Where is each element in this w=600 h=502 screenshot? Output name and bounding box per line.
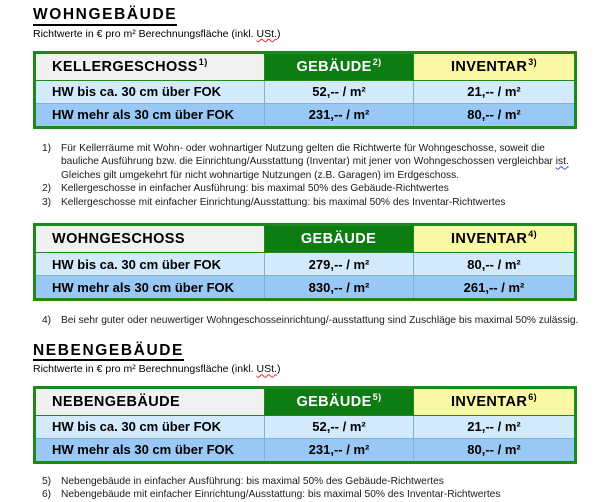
- table-row: [35, 415, 576, 438]
- footnote-block-wohngeschoss: [0, 314, 600, 327]
- cell-gebaeude-value: 52,-- / m²: [265, 415, 414, 438]
- column-header-inventar: [414, 387, 576, 415]
- column-header-label-text: KELLERGESCHOSS: [52, 58, 198, 75]
- footnote-ref-4: 4): [528, 229, 538, 240]
- footnote-ref-6: 6): [528, 391, 538, 402]
- row-label: HW mehr als 30 cm über FOK: [35, 276, 265, 300]
- list-item: [33, 182, 582, 195]
- spacer: [0, 377, 600, 386]
- row-label: HW bis ca. 30 cm über FOK: [35, 80, 265, 103]
- section-heading-wohngebaeude: [0, 6, 600, 41]
- column-header-inventar: [414, 225, 576, 253]
- cell-inventar-value: 21,-- / m²: [414, 415, 576, 438]
- table-header-row: [35, 52, 576, 80]
- table-row: [35, 103, 576, 127]
- section-subtitle-nebengebaeude: [33, 361, 600, 376]
- spacer: [0, 209, 600, 223]
- subtitle-text-pre: Richtwerte in € pro m² Berechnungsfläche (inkl.: [33, 27, 257, 40]
- rate-table-nebengebaeude: [33, 386, 577, 464]
- cell-gebaeude-value: 231,-- / m²: [265, 103, 414, 127]
- spacer: [0, 464, 600, 475]
- column-header-label-text: NEBENGEBÄUDE: [52, 393, 181, 410]
- footnote-number: 6): [42, 489, 52, 501]
- column-header-inventar-text: INVENTAR: [450, 58, 528, 75]
- rate-table-wohngeschoss: [33, 223, 577, 301]
- table-header-row: [35, 225, 576, 253]
- footnote-list: [33, 142, 582, 209]
- list-item: [33, 488, 582, 501]
- cell-inventar-value: 21,-- / m²: [414, 80, 576, 103]
- footnote-ref-5: 5): [372, 391, 382, 402]
- page-title-nebengebaeude: NEBENGEBÄUDE: [33, 342, 184, 362]
- footnote-text: Nebengebäude mit einfacher Einrichtung/Ausstattung: bis maximal 50% des Inventar-Richtwertes: [61, 489, 501, 501]
- footnote-ref-2: 2): [372, 57, 382, 68]
- footnote-block-wohngebaeude: [0, 142, 600, 209]
- footnote-text-post: Gleiches gilt umgekehrt für nicht wohnartige Nutzungen (z.B. Garagen) im Erdgeschoss.: [61, 169, 460, 181]
- table-row: [35, 438, 576, 462]
- spacer: [0, 301, 600, 314]
- table-row: [35, 80, 576, 103]
- row-label: HW bis ca. 30 cm über FOK: [35, 415, 265, 438]
- column-header-gebaeude: [265, 52, 414, 80]
- cell-inventar-value: 80,-- / m²: [414, 253, 576, 276]
- column-header-inventar-text: INVENTAR: [450, 231, 528, 248]
- footnote-ref-none: [185, 229, 186, 239]
- footnote-text: Kellergeschosse in einfacher Ausführung: bis maximal 50% des Gebäude-Richtwertes: [61, 183, 449, 195]
- subtitle-text-post: ): [276, 27, 281, 40]
- footnote-ref-none: [376, 229, 377, 239]
- footnote-number: 5): [42, 475, 52, 487]
- section-heading-nebengebaeude: [0, 342, 600, 377]
- footnote-number: 4): [42, 315, 52, 327]
- footnote-number: 3): [42, 196, 52, 208]
- list-item: [33, 475, 582, 488]
- column-header-inventar: [414, 52, 576, 80]
- footnote-ref-1: 1): [198, 57, 208, 68]
- rate-table-kellergeschoss: [33, 51, 577, 129]
- page-title-wohngebaeude: WOHNGEBÄUDE: [33, 6, 177, 26]
- footnote-text: Kellergeschosse mit einfacher Einrichtung/Ausstattung: bis maximal 50% des Inventar-Richtwertes: [61, 196, 506, 208]
- cell-gebaeude-value: 279,-- / m²: [265, 253, 414, 276]
- footnote-text-pre: Für Kellerräume mit Wohn- oder wohnartiger Nutzung gelten die Richtwerte für Wohngeschosse, soweit die bauliche Ausführung bzw. die Einrichtung/Ausstattung (Inventar) mit jener von Wohngeschossen vergleichbar: [61, 142, 556, 168]
- cell-gebaeude-value: 52,-- / m²: [265, 80, 414, 103]
- column-header-gebaeude-text: GEBÄUDE: [296, 393, 372, 410]
- spellcheck-flagged-word: USt.: [256, 27, 277, 40]
- list-item: [33, 314, 582, 327]
- table-header-row: [35, 387, 576, 415]
- column-header-kellergeschoss: [35, 52, 265, 80]
- column-header-gebaeude-text: GEBÄUDE: [296, 58, 372, 75]
- footnote-block-nebengebaeude: [0, 475, 600, 502]
- column-header-gebaeude: [265, 387, 414, 415]
- cell-inventar-value: 261,-- / m²: [414, 276, 576, 300]
- cell-gebaeude-value: 830,-- / m²: [265, 276, 414, 300]
- footnote-list: [33, 475, 582, 502]
- column-header-nebengebaeude: [35, 387, 265, 415]
- footnote-text: Nebengebäude in einfacher Ausführung: bis maximal 50% des Gebäude-Richtwertes: [61, 475, 444, 487]
- subtitle-text-pre: Richtwerte in € pro m² Berechnungsfläche (inkl.: [33, 363, 257, 376]
- column-header-gebaeude-text: GEBÄUDE: [300, 231, 377, 248]
- row-label: HW bis ca. 30 cm über FOK: [35, 253, 265, 276]
- section-subtitle-wohngebaeude: [33, 26, 600, 41]
- table-row: [35, 276, 576, 300]
- footnote-text: Bei sehr guter oder neuwertiger Wohngeschosseinrichtung/-ausstattung sind Zuschläge bis maximal 50% zulässig.: [61, 315, 579, 327]
- cell-inventar-value: 80,-- / m²: [414, 438, 576, 462]
- footnote-number: 1): [42, 142, 52, 154]
- spacer: [0, 328, 600, 342]
- footnote-ref-none: [180, 392, 181, 402]
- spacer: [0, 129, 600, 142]
- spacer: [0, 41, 600, 51]
- table-row: [35, 253, 576, 276]
- column-header-wohngeschoss: [35, 225, 265, 253]
- cell-inventar-value: 80,-- / m²: [414, 103, 576, 127]
- grammarcheck-flagged-word: ist.: [555, 156, 569, 168]
- list-item: [33, 142, 582, 182]
- list-item: [33, 196, 582, 209]
- footnote-ref-3: 3): [528, 57, 538, 68]
- row-label: HW mehr als 30 cm über FOK: [35, 103, 265, 127]
- column-header-inventar-text: INVENTAR: [450, 393, 528, 410]
- column-header-label-text: WOHNGESCHOSS: [52, 231, 185, 248]
- footnote-number: 2): [42, 183, 52, 195]
- cell-gebaeude-value: 231,-- / m²: [265, 438, 414, 462]
- subtitle-text-post: ): [276, 363, 281, 376]
- footnote-list: [33, 314, 582, 327]
- row-label: HW mehr als 30 cm über FOK: [35, 438, 265, 462]
- column-header-gebaeude: [265, 225, 414, 253]
- spellcheck-flagged-word: USt.: [256, 363, 277, 376]
